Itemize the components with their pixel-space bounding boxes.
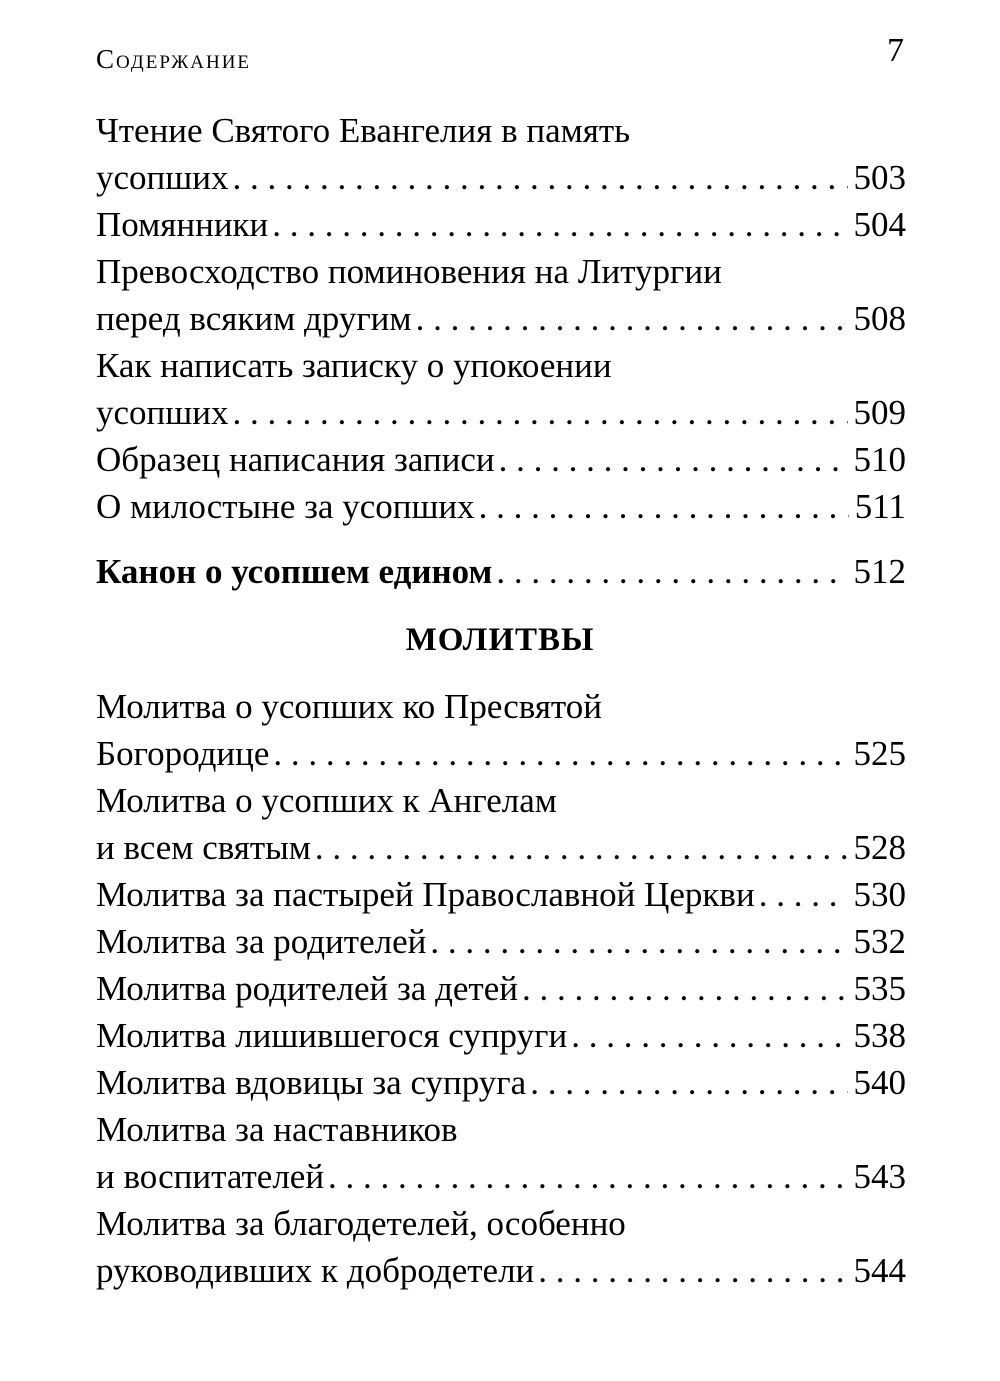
toc-entry-page: 528 <box>853 828 906 867</box>
toc-entry-title: О милостыне за усопших <box>96 487 475 526</box>
toc-entry <box>96 965 906 1012</box>
toc-entry-page: 503 <box>853 158 906 197</box>
dot-leader <box>759 871 848 918</box>
toc-entry <box>96 1012 906 1059</box>
toc-entry-title: Молитва о усопших к Ангелам <box>96 781 557 820</box>
toc-entry <box>96 201 906 248</box>
page-number: 7 <box>887 32 904 69</box>
toc-entry-page: 509 <box>853 393 906 432</box>
dot-leader <box>530 1059 847 1106</box>
toc-entry-title: Молитва за наставников <box>96 1110 458 1149</box>
toc-entry <box>96 777 906 824</box>
toc-entry-title: Чтение Святого Евангелия в память <box>96 111 631 150</box>
toc-entry-title: Канон о усопшем едином <box>96 552 493 591</box>
dot-leader <box>538 1247 847 1294</box>
toc-entry <box>96 1106 906 1153</box>
toc-entry-title: Молитва о усопших ко Пресвятой <box>96 687 602 726</box>
dot-leader <box>273 730 847 777</box>
dot-leader <box>496 548 847 595</box>
toc-entry-title: Молитва лишившегося супруги <box>96 1016 568 1055</box>
toc-entry-page: 511 <box>854 487 906 526</box>
toc-entry <box>96 107 906 154</box>
toc-entry-title: перед всяким другим <box>96 299 412 338</box>
toc-entry-title: Молитва за благодетелей, особенно <box>96 1204 626 1243</box>
toc-entry-page: 525 <box>853 734 906 773</box>
toc-entry <box>96 248 906 295</box>
toc-section-canon <box>96 548 906 595</box>
dot-leader <box>499 436 848 483</box>
toc-entry <box>96 548 906 595</box>
toc-entry-continuation <box>96 295 906 342</box>
toc-entry <box>96 871 906 918</box>
dot-leader <box>272 201 847 248</box>
toc-entry-page: 512 <box>853 552 906 591</box>
toc-entry-page: 504 <box>853 205 906 244</box>
toc-entry <box>96 1059 906 1106</box>
toc-entry-continuation <box>96 154 906 201</box>
dot-leader <box>328 1153 847 1200</box>
toc-entry-continuation <box>96 389 906 436</box>
dot-leader <box>522 965 848 1012</box>
toc-entry-title: Богородице <box>96 734 270 773</box>
dot-leader <box>571 1012 847 1059</box>
toc-entry-page: 540 <box>853 1063 906 1102</box>
toc-section-prayers <box>96 683 906 1294</box>
dot-leader <box>430 918 847 965</box>
toc-entry-title: Молитва за пастырей Православной Церкви <box>96 875 755 914</box>
toc-entry-title: Молитва вдовицы за супруга <box>96 1063 527 1102</box>
toc-entry-page: 538 <box>853 1016 906 1055</box>
toc-entry-page: 530 <box>853 875 906 914</box>
toc-entry-title: и всем святым <box>96 828 311 867</box>
toc-entry-title: Как написать записку о упокоении <box>96 346 612 385</box>
toc-entry-title: Молитва родителей за детей <box>96 969 518 1008</box>
toc-entry-title: усопших <box>96 158 229 197</box>
toc-entry <box>96 436 906 483</box>
toc-entry-title: Помянники <box>96 205 269 244</box>
toc-entry-title: и воспитателей <box>96 1157 325 1196</box>
dot-leader <box>315 824 848 871</box>
toc-entry-title: Образец написания записи <box>96 440 495 479</box>
toc-entry <box>96 1200 906 1247</box>
dot-leader <box>416 295 848 342</box>
toc-entry-continuation <box>96 1153 906 1200</box>
section-heading-prayers: МОЛИТВЫ <box>405 622 595 658</box>
toc-entry-page: 543 <box>853 1157 906 1196</box>
toc-entry-continuation <box>96 1247 906 1294</box>
toc-entry <box>96 918 906 965</box>
toc-entry-title: Превосходство поминовения на Литургии <box>96 252 722 291</box>
toc-entry-page: 532 <box>853 922 906 961</box>
dot-leader <box>232 154 847 201</box>
toc-entry-continuation <box>96 730 906 777</box>
toc-entry-continuation <box>96 824 906 871</box>
toc-entry <box>96 342 906 389</box>
toc-entry-page: 535 <box>853 969 906 1008</box>
toc-entry <box>96 483 906 530</box>
toc-entry-page: 508 <box>853 299 906 338</box>
toc-entry <box>96 683 906 730</box>
toc-entry-title: усопших <box>96 393 229 432</box>
running-title: Содержание <box>96 44 252 74</box>
toc-entry-page: 510 <box>853 440 906 479</box>
toc-entry-title: руководивших к добродетели <box>96 1251 535 1290</box>
toc-entry-title: Молитва за родителей <box>96 922 427 961</box>
dot-leader <box>232 389 847 436</box>
toc-entry-page: 544 <box>853 1251 906 1290</box>
dot-leader <box>479 483 849 530</box>
toc-section-part1 <box>96 107 906 530</box>
